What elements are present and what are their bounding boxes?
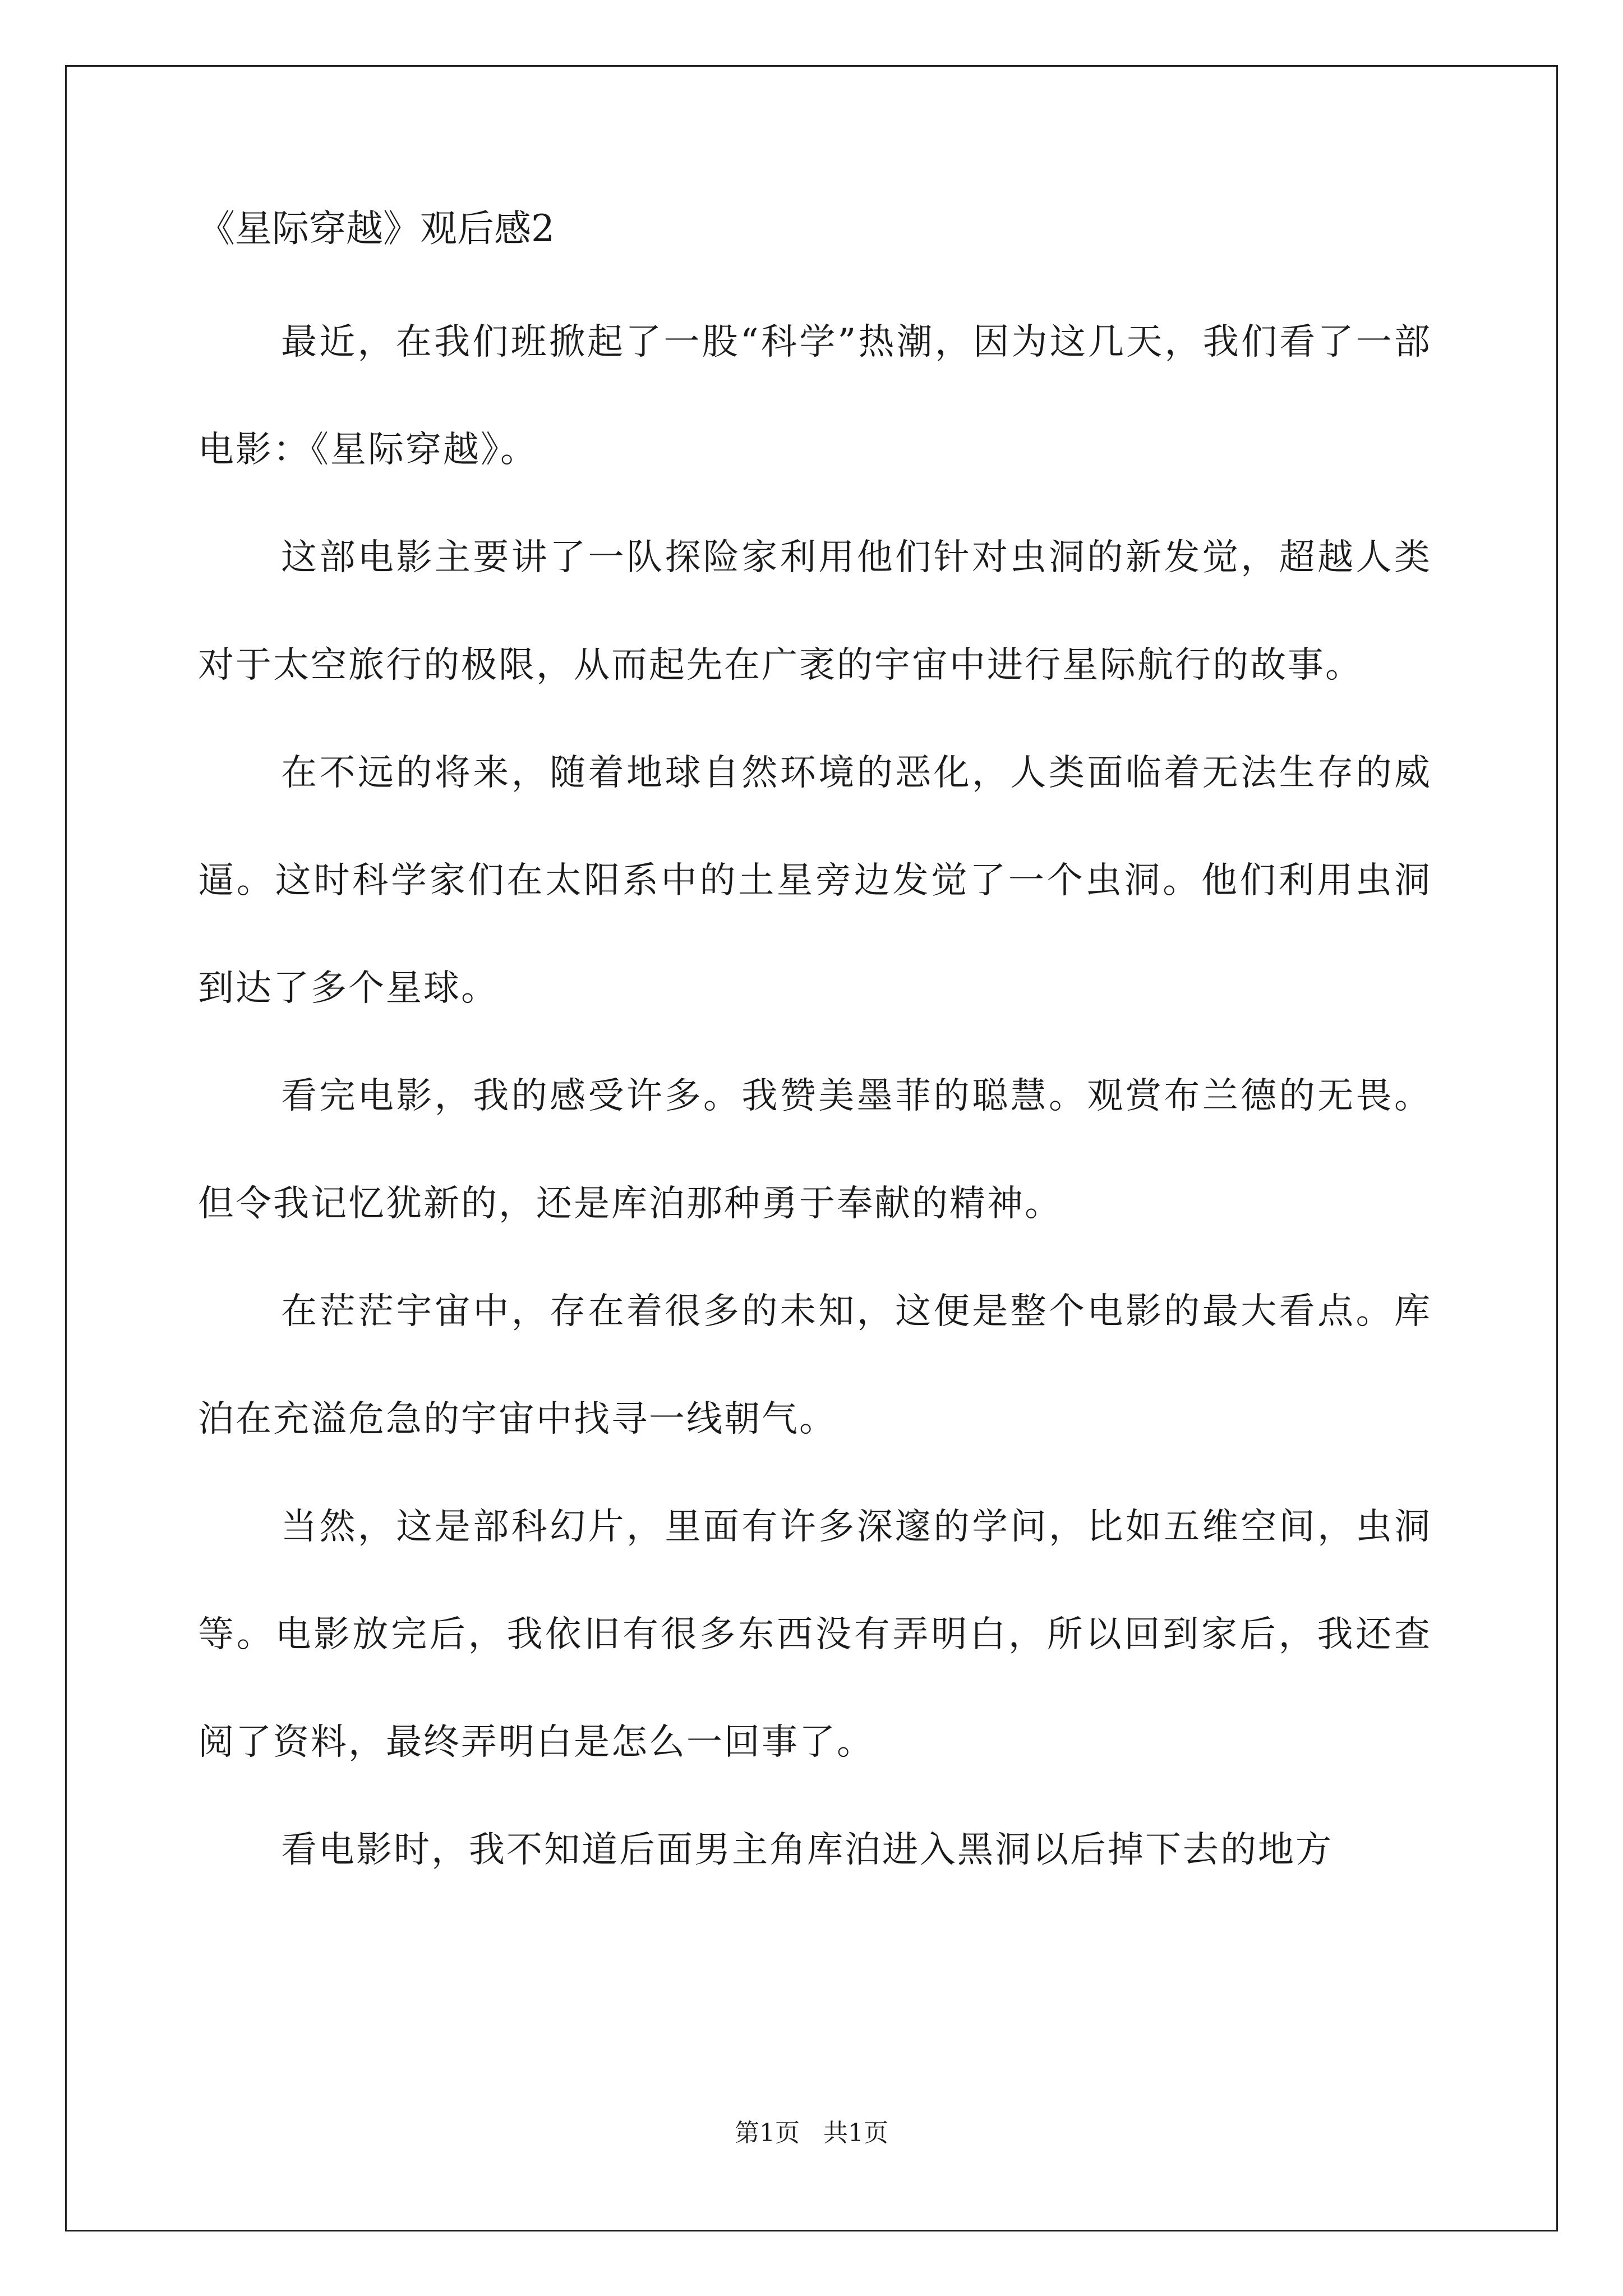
paragraph: 这部电影主要讲了一队探险家利用他们针对虫洞的新发觉，超越人类对于太空旅行的极限，从而起先在广袤的宇宙中进行星际航行的故事。	[198, 537, 1432, 686]
paragraph: 看完电影，我的感受许多。我赞美墨菲的聪慧。观赏布兰德的无畏。但令我记忆犹新的，还是库泊那种勇于奉献的精神。	[198, 1075, 1432, 1225]
paragraph: 最近，在我们班掀起了一股“科学”热潮，因为这几天，我们看了一部电影：《星际穿越》。	[198, 321, 1432, 471]
paragraph: 当然，这是部科幻片，里面有许多深邃的学问，比如五维空间，虫洞等。电影放完后，我依旧有很多东西没有弄明白，所以回到家后，我还查阅了资料，最终弄明白是怎么一回事了。	[198, 1506, 1432, 1763]
page-number-footer: 第1页 共1页	[735, 2119, 888, 2147]
document-body	[198, 208, 1432, 1904]
document-title: 《星际穿越》观后感2	[198, 207, 555, 250]
paragraph: 在茫茫宇宙中，存在着很多的未知，这便是整个电影的最大看点。库泊在充溢危急的宇宙中找寻一线朝气。	[198, 1291, 1432, 1440]
paragraph: 看电影时，我不知道后面男主角库泊进入黑洞以后掉下去的地方	[281, 1829, 1333, 1871]
paragraph: 在不远的将来，随着地球自然环境的恶化，人类面临着无法生存的威逼。这时科学家们在太阳系中的土星旁边发觉了一个虫洞。他们利用虫洞到达了多个星球。	[198, 752, 1432, 1009]
